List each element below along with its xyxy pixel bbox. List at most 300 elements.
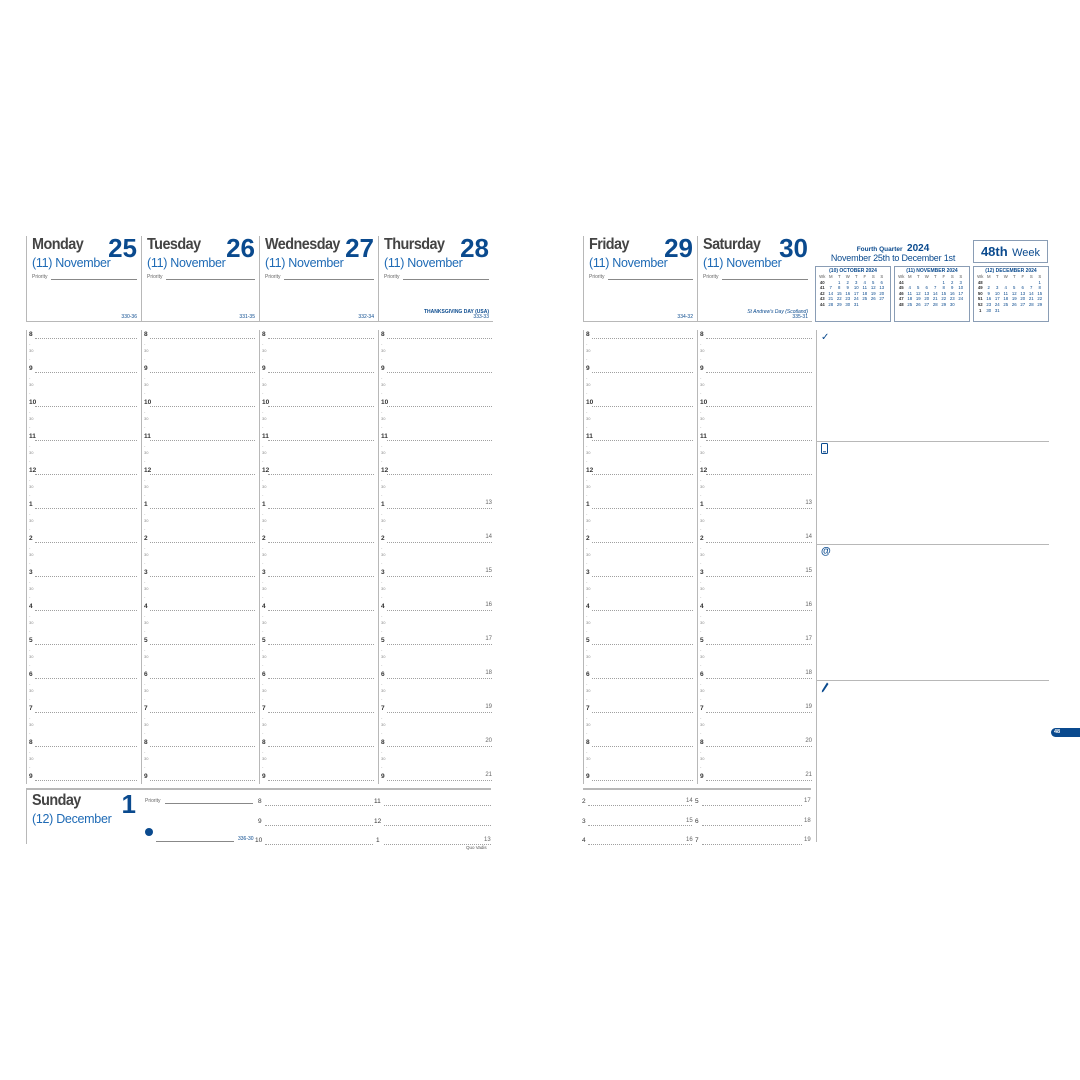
quarter-tick: -	[586, 341, 588, 346]
date-cell: 12	[1011, 290, 1017, 296]
half-hour-label: 30	[586, 416, 591, 421]
hour-row[interactable]	[698, 668, 812, 702]
hour-row[interactable]	[260, 464, 374, 498]
day-name: Monday	[32, 236, 84, 253]
week-number-cell: 51	[977, 296, 983, 302]
priority-line[interactable]	[403, 279, 489, 280]
hour-line[interactable]	[592, 780, 693, 781]
hour-row[interactable]	[379, 702, 492, 736]
half-hour-label: 30	[700, 552, 705, 557]
hour-line[interactable]	[592, 508, 693, 509]
hour-row[interactable]	[27, 736, 137, 770]
quarter-tick: -	[381, 749, 383, 754]
hour-line[interactable]	[592, 372, 693, 373]
hour-row[interactable]	[379, 736, 492, 770]
hour-row[interactable]	[142, 328, 255, 362]
hour-row[interactable]	[584, 328, 693, 362]
hour-label: 7	[144, 705, 148, 712]
hour-row[interactable]	[698, 566, 812, 600]
hour-line[interactable]	[150, 644, 255, 645]
hour-line[interactable]	[268, 678, 374, 679]
hour-label: 10	[144, 399, 152, 406]
hour-row[interactable]	[142, 464, 255, 498]
todo-section[interactable]	[817, 330, 1049, 442]
hour-line[interactable]	[592, 712, 693, 713]
hour-row[interactable]	[584, 702, 693, 736]
hour-line[interactable]	[35, 780, 137, 781]
hour-row[interactable]	[27, 600, 137, 634]
quarter-tick: -	[262, 390, 264, 395]
quarter-tick: -	[262, 492, 264, 497]
day-number: 26	[226, 233, 255, 263]
hour-line[interactable]	[35, 406, 137, 407]
priority-label: Priority	[265, 274, 281, 280]
hour-line[interactable]	[592, 610, 693, 611]
alt-hour-label: 21	[485, 772, 492, 778]
date-cell: 8	[1038, 285, 1041, 291]
hour-row[interactable]	[142, 430, 255, 464]
hour-row[interactable]	[698, 464, 812, 498]
half-hour-label: 30	[381, 348, 386, 353]
sunday-hour-line[interactable]	[265, 825, 373, 826]
half-hour-label: 30	[586, 382, 591, 387]
half-hour-label: 30	[144, 450, 149, 455]
half-hour-label: 30	[144, 586, 149, 591]
extra-hour: 7	[695, 837, 699, 844]
hour-line[interactable]	[387, 610, 492, 611]
hour-row[interactable]	[584, 532, 693, 566]
extra-hour-line[interactable]	[702, 825, 802, 826]
date-cell: 22	[1037, 296, 1043, 302]
hour-label: 4	[262, 603, 266, 610]
hour-line[interactable]	[35, 338, 137, 339]
hour-line[interactable]	[35, 440, 137, 441]
quarter-tick: -	[144, 749, 146, 754]
hour-row[interactable]	[27, 566, 137, 600]
hour-line[interactable]	[706, 372, 812, 373]
hour-line[interactable]	[150, 780, 255, 781]
priority-line[interactable]	[722, 279, 808, 280]
priority-line[interactable]	[51, 279, 137, 280]
hour-label: 9	[586, 365, 590, 372]
quarter-tick: -	[29, 375, 31, 380]
hour-line[interactable]	[150, 576, 255, 577]
date-cell: 7	[1030, 285, 1033, 291]
date-cell: 8	[942, 285, 945, 291]
hour-line[interactable]	[150, 338, 255, 339]
week-number-cell: 41	[819, 285, 825, 291]
sunday-bullet-line[interactable]	[156, 841, 234, 842]
hour-row[interactable]	[260, 566, 374, 600]
hour-line[interactable]	[706, 576, 812, 577]
day-number: 28	[460, 233, 489, 263]
hour-row[interactable]	[698, 328, 812, 362]
hour-row[interactable]	[584, 362, 693, 396]
hour-line[interactable]	[592, 542, 693, 543]
hour-row[interactable]	[698, 770, 812, 782]
hour-grid-thursday[interactable]	[378, 330, 492, 784]
extra-hour-line[interactable]	[702, 844, 802, 845]
hour-line[interactable]	[150, 610, 255, 611]
half-hour-label: 30	[586, 586, 591, 591]
half-hour-label: 30	[144, 416, 149, 421]
week-number-cell: 48	[977, 279, 983, 285]
quarter-tick: -	[262, 443, 264, 448]
week-number-cell: 43	[819, 296, 825, 302]
date-cell: 1	[942, 279, 945, 285]
hour-row[interactable]	[27, 396, 137, 430]
extra-hour-line[interactable]	[588, 844, 692, 845]
priority-line[interactable]	[284, 279, 374, 280]
hour-label: 8	[144, 739, 148, 746]
hour-line[interactable]	[706, 474, 812, 475]
hour-row[interactable]	[584, 600, 693, 634]
hour-line[interactable]	[592, 746, 693, 747]
hour-row[interactable]	[142, 362, 255, 396]
date-cell	[1036, 308, 1045, 314]
hour-row[interactable]	[584, 396, 693, 430]
day-number: 27	[345, 233, 374, 263]
hour-line[interactable]	[268, 712, 374, 713]
hour-row[interactable]	[260, 430, 374, 464]
hour-line[interactable]	[268, 780, 374, 781]
quarter-tick: -	[381, 511, 383, 516]
hour-label: 11	[586, 433, 593, 440]
hour-row[interactable]	[584, 668, 693, 702]
hour-row[interactable]	[379, 634, 492, 668]
date-cell: 24	[958, 296, 964, 302]
hour-line[interactable]	[268, 508, 374, 509]
hour-row[interactable]	[379, 362, 492, 396]
hour-row[interactable]	[142, 634, 255, 668]
email-section[interactable]	[817, 544, 1049, 681]
hour-row[interactable]	[379, 770, 492, 782]
half-hour-label: 30	[586, 722, 591, 727]
hour-line[interactable]	[387, 542, 492, 543]
hour-line[interactable]	[35, 542, 137, 543]
hour-label: 3	[144, 569, 148, 576]
hour-row[interactable]	[260, 770, 374, 782]
date-cell: 17	[853, 290, 859, 296]
hour-row[interactable]	[27, 430, 137, 464]
hour-row[interactable]	[584, 498, 693, 532]
hour-line[interactable]	[35, 644, 137, 645]
alt-hour-label: 15	[805, 568, 812, 574]
hour-line[interactable]	[706, 712, 812, 713]
mini-calendar-title: (10) OCTOBER 2024	[829, 268, 877, 274]
hour-row[interactable]	[27, 498, 137, 532]
hour-row[interactable]	[379, 498, 492, 532]
hour-row[interactable]	[260, 668, 374, 702]
hour-row[interactable]	[584, 736, 693, 770]
hour-row[interactable]	[698, 396, 812, 430]
hour-line[interactable]	[268, 644, 374, 645]
hour-line[interactable]	[387, 712, 492, 713]
hour-line[interactable]	[706, 508, 812, 509]
quarter-tick: -	[29, 628, 31, 633]
hour-line[interactable]	[706, 338, 812, 339]
hour-row[interactable]	[698, 498, 812, 532]
hour-label: 8	[144, 331, 148, 338]
hour-row[interactable]	[27, 362, 137, 396]
hour-line[interactable]	[592, 576, 693, 577]
hour-line[interactable]	[35, 508, 137, 509]
hour-line[interactable]	[35, 474, 137, 475]
sunday-hour-line[interactable]	[265, 805, 373, 806]
day-number: 1	[121, 789, 136, 819]
hour-line[interactable]	[268, 406, 374, 407]
hour-line[interactable]	[387, 746, 492, 747]
hour-line[interactable]	[387, 338, 492, 339]
quarter-tick: -	[262, 458, 264, 463]
hour-grid-friday[interactable]	[583, 330, 693, 784]
hour-line[interactable]	[35, 746, 137, 747]
hour-label: 12	[262, 467, 270, 474]
hour-line[interactable]	[592, 474, 693, 475]
hour-row[interactable]	[260, 396, 374, 430]
hour-row[interactable]	[27, 532, 137, 566]
hour-row[interactable]	[27, 328, 137, 362]
hour-row[interactable]	[698, 532, 812, 566]
quarter-tick: -	[262, 579, 264, 584]
hour-row[interactable]	[27, 770, 137, 782]
quarter-tick: -	[381, 375, 383, 380]
hour-row[interactable]	[584, 634, 693, 668]
quarter-tick: -	[262, 526, 264, 531]
sunday-hour-line[interactable]	[265, 844, 373, 845]
hour-label: 1	[29, 501, 33, 508]
hour-line[interactable]	[268, 338, 374, 339]
hour-line[interactable]	[592, 644, 693, 645]
quarter-tick: -	[29, 764, 31, 769]
hour-label: 6	[381, 671, 385, 678]
hour-row[interactable]	[698, 430, 812, 464]
quarter-tick: -	[29, 492, 31, 497]
hour-line[interactable]	[35, 678, 137, 679]
alt-hour-label: 17	[485, 636, 492, 642]
extra-hour-line[interactable]	[588, 805, 692, 806]
hour-grid-wednesday[interactable]	[259, 330, 374, 784]
hour-row[interactable]	[698, 634, 812, 668]
quarter-tick: -	[700, 356, 702, 361]
quarter-tick: -	[262, 764, 264, 769]
hour-row[interactable]	[584, 430, 693, 464]
hour-row[interactable]	[142, 736, 255, 770]
hour-line[interactable]	[150, 474, 255, 475]
quarter-tick: -	[144, 545, 146, 550]
writing-section[interactable]	[817, 680, 1049, 842]
hour-row[interactable]	[260, 498, 374, 532]
quarter-tick: -	[381, 628, 383, 633]
hour-line[interactable]	[268, 542, 374, 543]
day-name: Saturday	[703, 236, 761, 253]
hour-line[interactable]	[592, 440, 693, 441]
hour-row[interactable]	[142, 770, 255, 782]
hour-line[interactable]	[268, 610, 374, 611]
hour-line[interactable]	[387, 508, 492, 509]
quarter-tick: -	[29, 715, 31, 720]
week-side-tab[interactable]: 48	[1051, 728, 1080, 737]
hour-label: 9	[29, 773, 33, 780]
date-cell: 19	[1011, 296, 1017, 302]
hour-row[interactable]	[142, 396, 255, 430]
hour-row[interactable]	[379, 566, 492, 600]
hour-row[interactable]	[260, 362, 374, 396]
date-cell: 25	[907, 301, 913, 307]
hour-line[interactable]	[387, 440, 492, 441]
quarter-tick: -	[29, 409, 31, 414]
date-cell: 6	[880, 279, 883, 285]
hour-line[interactable]	[268, 440, 374, 441]
sunday-hour-line[interactable]	[384, 825, 491, 826]
hour-line[interactable]	[35, 712, 137, 713]
hour-line[interactable]	[592, 678, 693, 679]
hour-row[interactable]	[260, 702, 374, 736]
half-hour-label: 30	[700, 382, 705, 387]
quarter-tick: -	[144, 764, 146, 769]
hour-row[interactable]	[27, 634, 137, 668]
hour-line[interactable]	[387, 474, 492, 475]
hour-line[interactable]	[150, 746, 255, 747]
hour-line[interactable]	[35, 576, 137, 577]
hour-line[interactable]	[268, 474, 374, 475]
hour-row[interactable]	[142, 702, 255, 736]
hour-row[interactable]	[584, 770, 693, 782]
hour-row[interactable]	[698, 362, 812, 396]
hour-line[interactable]	[387, 576, 492, 577]
half-hour-label: 30	[700, 416, 705, 421]
half-hour-label: 30	[262, 450, 267, 455]
hour-line[interactable]	[150, 372, 255, 373]
quarter-tick: -	[586, 662, 588, 667]
hour-line[interactable]	[592, 406, 693, 407]
hour-line[interactable]	[706, 406, 812, 407]
hour-line[interactable]	[706, 746, 812, 747]
hour-row[interactable]	[260, 532, 374, 566]
hour-row[interactable]	[698, 600, 812, 634]
half-hour-label: 30	[29, 348, 34, 353]
sunday-hour-line[interactable]	[384, 805, 491, 806]
hour-row[interactable]	[142, 532, 255, 566]
half-hour-label: 30	[144, 654, 149, 659]
hour-line[interactable]	[387, 372, 492, 373]
hour-line[interactable]	[387, 678, 492, 679]
half-hour-label: 30	[29, 484, 34, 489]
hour-row[interactable]	[260, 634, 374, 668]
hour-row[interactable]	[379, 430, 492, 464]
hour-line[interactable]	[150, 678, 255, 679]
quarter-tick: -	[262, 560, 264, 565]
date-cell: 14	[1028, 290, 1034, 296]
hour-grid-saturday[interactable]	[697, 330, 812, 784]
hour-row[interactable]	[379, 464, 492, 498]
hour-row[interactable]	[379, 600, 492, 634]
hour-row[interactable]	[142, 566, 255, 600]
pen-icon	[821, 682, 829, 696]
sunday-priority-line[interactable]	[165, 803, 253, 804]
hour-row[interactable]	[379, 328, 492, 362]
hour-row[interactable]	[698, 702, 812, 736]
priority-line[interactable]	[166, 279, 255, 280]
hour-line[interactable]	[268, 746, 374, 747]
hour-grid-tuesday[interactable]	[141, 330, 255, 784]
calls-section[interactable]	[817, 441, 1049, 545]
priority-line[interactable]	[608, 279, 693, 280]
hour-row[interactable]	[260, 600, 374, 634]
half-hour-label: 30	[29, 382, 34, 387]
hour-row[interactable]	[379, 396, 492, 430]
date-cell: 20	[1020, 296, 1026, 302]
hour-row[interactable]	[379, 532, 492, 566]
sunday-bullet-icon	[145, 828, 153, 836]
quarter-tick: -	[586, 715, 588, 720]
hour-line[interactable]	[387, 780, 492, 781]
hour-row[interactable]	[142, 668, 255, 702]
half-hour-label: 30	[29, 722, 34, 727]
weekday-head: F	[942, 274, 946, 279]
hour-line[interactable]	[706, 780, 812, 781]
quarter-tick: -	[144, 511, 146, 516]
hour-line[interactable]	[268, 576, 374, 577]
hour-row[interactable]	[142, 498, 255, 532]
hour-line[interactable]	[387, 644, 492, 645]
hour-grid-monday[interactable]	[26, 330, 137, 784]
hour-label: 8	[700, 739, 704, 746]
hour-row[interactable]	[379, 668, 492, 702]
mini-calendar-week	[818, 302, 886, 308]
alt-hour-label: 21	[805, 772, 812, 778]
hour-line[interactable]	[150, 712, 255, 713]
weekday-head: S	[959, 274, 963, 279]
hour-row[interactable]	[260, 328, 374, 362]
week-number-cell: 40	[819, 279, 825, 285]
hour-line[interactable]	[592, 338, 693, 339]
hour-row[interactable]	[27, 668, 137, 702]
quarter-tick: -	[29, 730, 31, 735]
saturday-bottom-top-rule	[583, 788, 811, 790]
hour-row[interactable]	[698, 736, 812, 770]
quarter-tick: -	[262, 613, 264, 618]
hour-line[interactable]	[150, 542, 255, 543]
hour-row[interactable]	[584, 566, 693, 600]
extra-hour-line[interactable]	[588, 825, 692, 826]
hour-row[interactable]	[27, 464, 137, 498]
hour-row[interactable]	[27, 702, 137, 736]
hour-line[interactable]	[387, 406, 492, 407]
hour-line[interactable]	[150, 440, 255, 441]
hour-line[interactable]	[35, 610, 137, 611]
hour-line[interactable]	[35, 372, 137, 373]
hour-line[interactable]	[706, 542, 812, 543]
date-cell: 10	[994, 290, 1000, 296]
weekday-head: Wk	[898, 274, 905, 279]
quarter-tick: -	[381, 647, 383, 652]
hour-row[interactable]	[260, 736, 374, 770]
hour-row[interactable]	[584, 464, 693, 498]
hour-row[interactable]	[142, 600, 255, 634]
hour-line[interactable]	[706, 610, 812, 611]
hour-line[interactable]	[268, 372, 374, 373]
hour-line[interactable]	[706, 440, 812, 441]
extra-hour-line[interactable]	[702, 805, 802, 806]
hour-line[interactable]	[706, 644, 812, 645]
hour-line[interactable]	[706, 678, 812, 679]
hour-line[interactable]	[150, 406, 255, 407]
hour-label: 4	[144, 603, 148, 610]
hour-label: 6	[586, 671, 590, 678]
hour-line[interactable]	[150, 508, 255, 509]
half-hour-label: 30	[700, 756, 705, 761]
